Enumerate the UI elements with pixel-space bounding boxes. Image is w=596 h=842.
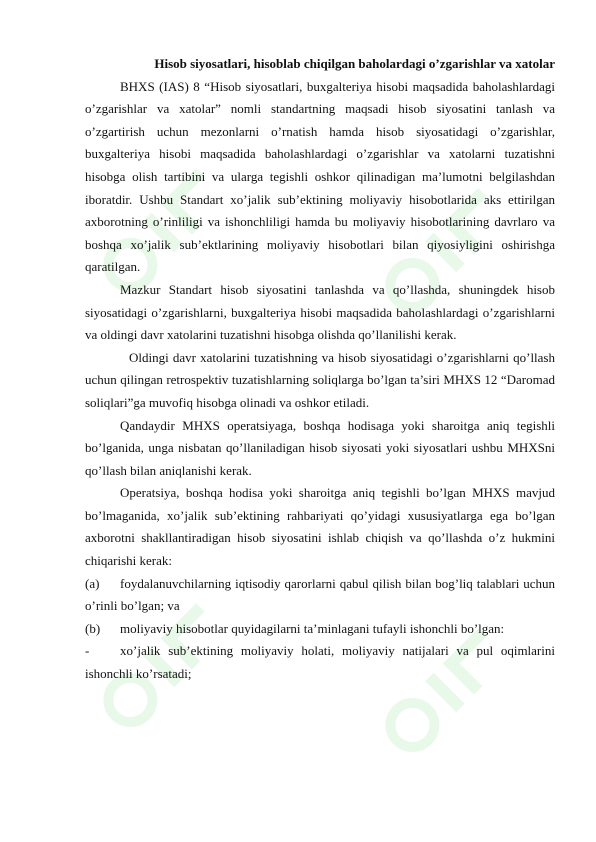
document-body — [85, 53, 555, 686]
paragraph: BHXS (IAS) 8 “Hisob siyosatlari, buxgalteriya hisobi maqsadida baholashlardagi o’zgarishlar va xatolar” nomli standartning maqsadi hisob siyosatini tanlash va o’zgartirish uchun mezonlarni o’rnatish hamda hisob siyosatidagi o’zgarishlar, buxgalteriya hisobi maqsadida baholashlardagi o’zgarishlar va xatolarni tuzatishni hisobga olish tartibini va ularga tegishli oshkor qilinadigan ma’lumotni belgilashdan iboratdir. Ushbu Standart xo’jalik sub’ektining moliyaviy hisobotlarida aks ettirilgan axborotning o’rinliligi va ishonchliligi hamda bu moliyaviy hisobotlarining davrlaro va boshqa xo’jalik sub’ektlarining moliyaviy hisobotlari bilan qiyosiyligini oshirishga qaratilgan. — [85, 78, 555, 275]
paragraph: Oldingi davr xatolarini tuzatishning va hisob siyosatidagi o’zgarishlarni qo’llash uchun qilingan retrospektiv tuzatishlarning soliqlarga bo’lgan ta’siri MHXS 12 “Daromad soliqlari”ga muvofiq hisobga olinadi va oshkor etiladi. — [85, 349, 555, 410]
list-item-text: moliyaviy hisobotlar quyidagilarni ta’minlagani tufayli ishonchli bo’lgan: — [120, 620, 505, 636]
paragraph: Qandaydir MHXS operatsiyaga, boshqa hodisaga yoki sharoitga aniq tegishli bo’lganida, unga nisbatan qo’llaniladigan hisob siyosati yoki siyosatlari ushbu MHXSni qo’llash bilan aniqlanishi kerak. — [85, 417, 555, 478]
list-item-text: foydalanuvchilarning iqtisodiy qarorlarni qabul qilish bilan bog’liq talablari uchun o’rinli bo’lgan; va — [85, 575, 555, 614]
list-item-text: xo’jalik sub’ektining moliyaviy holati, moliyaviy natijalari va pul oqimlarini ishonchli ko’rsatadi; — [85, 643, 555, 682]
section-heading: Hisob siyosatlari, hisoblab chiqilgan baholardagi o’zgarishlar va xatolar — [154, 56, 555, 71]
list-marker: - — [85, 643, 90, 659]
list-marker: (b) — [85, 620, 101, 636]
list-item — [85, 618, 555, 641]
list-item — [85, 640, 555, 685]
paragraph: Operatsiya, boshqa hodisa yoki sharoitga aniq tegishli bo’lgan MHXS mavjud bo’lmaganida, xo’jalik sub’ektining rahbariyati qo’yidagi xususiyatlarga ega bo’lgan axborotni shakllantiradigan hisob siyosatini ishlab chiqish va qo’llashda o’z hukmini chiqarishi kerak: — [85, 485, 555, 569]
list-item — [85, 573, 555, 618]
paragraph: Mazkur Standart hisob siyosatini tanlashda va qo’llashda, shuningdek hisob siyosatidagi o’zgarishlarni, buxgalteriya hisobi maqsadida baholashlardagi o’zgarishlarni va oldingi davr xatolarini tuzatishni hisobga olishda qo’llanilishi kerak. — [85, 281, 555, 343]
list-marker: (a) — [85, 575, 100, 591]
